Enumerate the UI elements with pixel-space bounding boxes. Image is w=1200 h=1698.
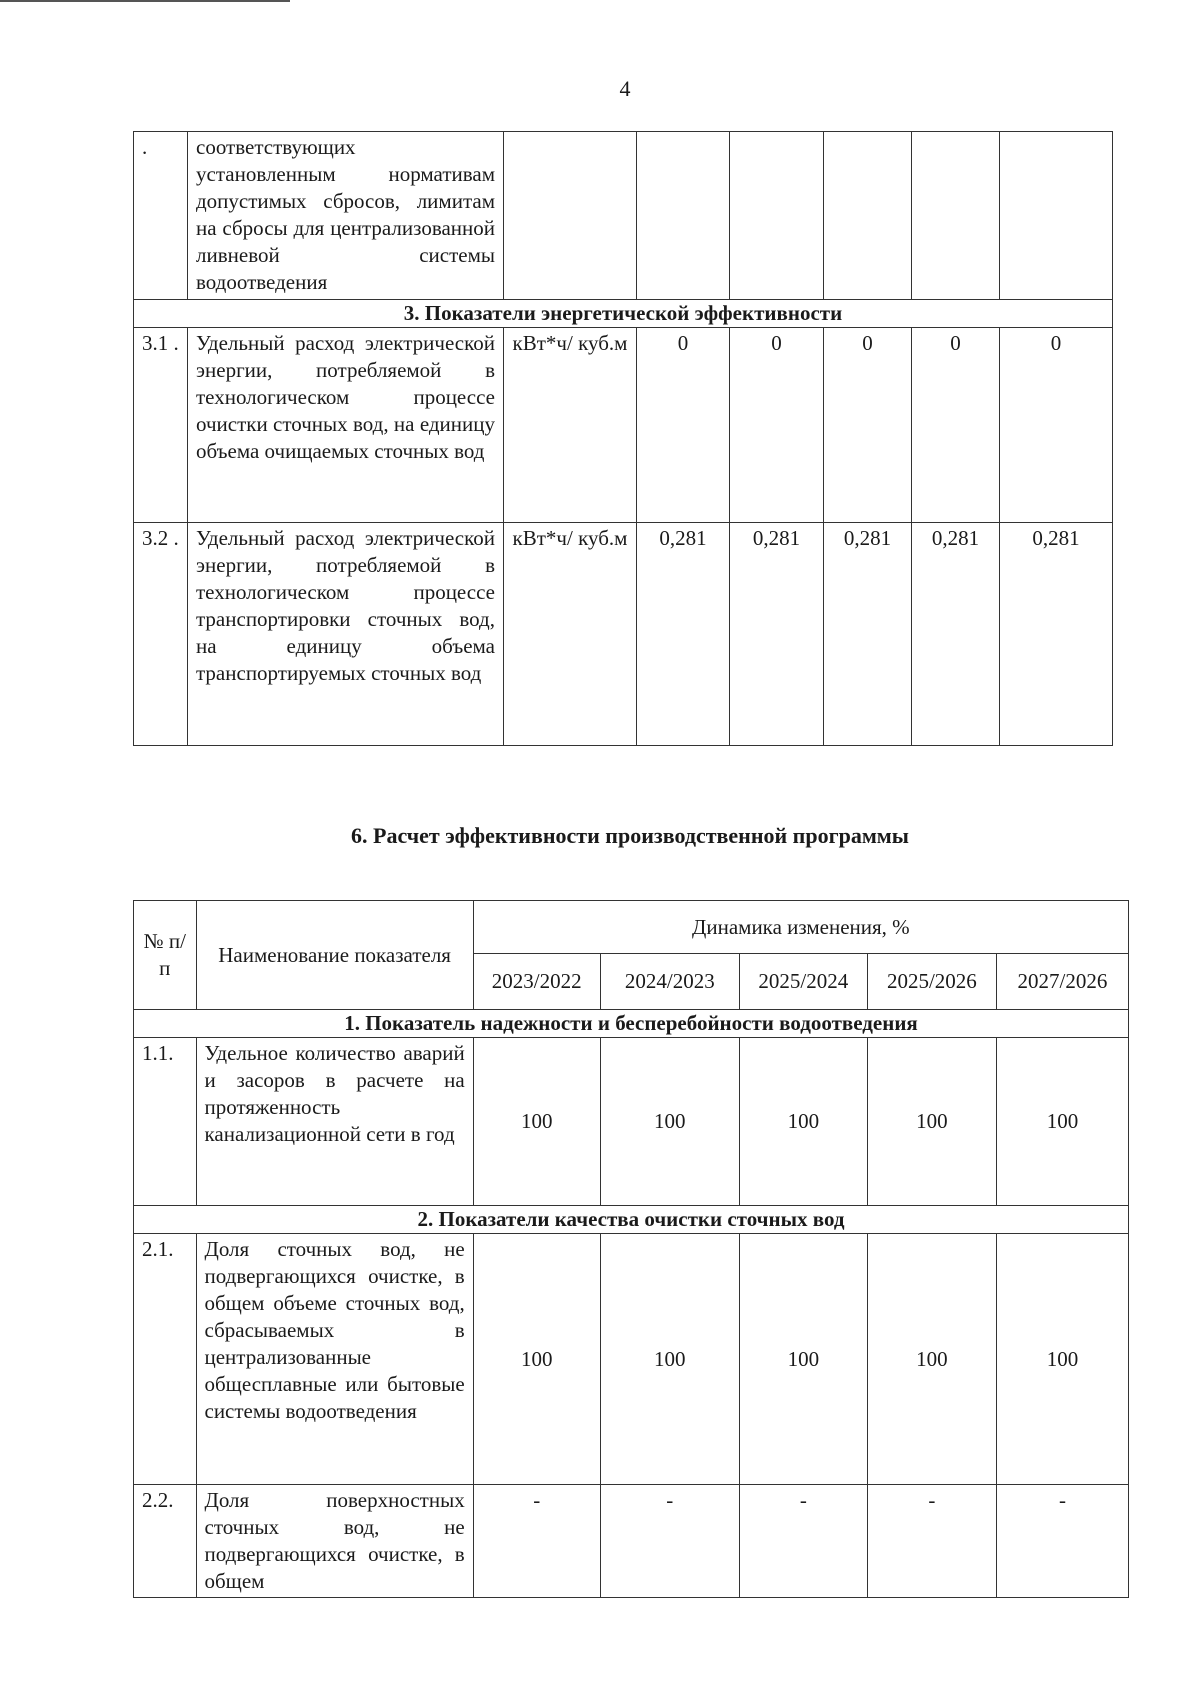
value-cell: - — [867, 1485, 996, 1598]
value-cell — [730, 132, 824, 300]
section-title: 3. Показатели энергетической эффективности — [134, 300, 1113, 328]
value-cell: 0 — [1000, 328, 1113, 523]
period-header: 2024/2023 — [600, 954, 739, 1010]
value-cell — [1000, 132, 1113, 300]
value-cell: 0 — [637, 328, 730, 523]
value-cell — [912, 132, 1000, 300]
section-header-row — [134, 1206, 1129, 1234]
table-row — [134, 1038, 1129, 1206]
scan-edge-mark — [0, 0, 290, 2]
name-header: Наименование показателя — [196, 901, 473, 1010]
value-cell: 100 — [600, 1038, 739, 1206]
row-description: соответствующих установленным нормативам допустимых сбросов, лимитам на сбросы для централизованной ливневой системы водоотведения — [188, 132, 504, 300]
row-index: 3.2 . — [134, 523, 188, 746]
dynamics-header: Динамика изменения, % — [473, 901, 1128, 954]
section-header-row — [134, 1010, 1129, 1038]
period-header: 2025/2024 — [739, 954, 867, 1010]
value-cell: 0,281 — [912, 523, 1000, 746]
value-cell: 0,281 — [1000, 523, 1113, 746]
row-description: Удельный расход электрической энергии, потребляемой в технологическом процессе транспортировки сточных вод, на единицу объема транспортируемых сточных вод — [188, 523, 504, 746]
unit-cell — [504, 132, 637, 300]
continuation-row — [134, 132, 1113, 300]
row-index: 2.1. — [134, 1234, 197, 1485]
row-index: . — [134, 132, 188, 300]
row-description: Доля сточных вод, не подвергающихся очистке, в общем объеме сточных вод, сбрасываемых в централизованные общесплавные или бытовые системы водоотведения — [196, 1234, 473, 1485]
table-row — [134, 1234, 1129, 1485]
value-cell: - — [739, 1485, 867, 1598]
value-cell: 0 — [912, 328, 1000, 523]
value-cell: - — [473, 1485, 600, 1598]
row-description: Удельное количество аварий и засоров в расчете на протяженность канализационной сети в год — [196, 1038, 473, 1206]
value-cell: 0,281 — [824, 523, 912, 746]
value-cell: 0 — [824, 328, 912, 523]
value-cell: 100 — [996, 1038, 1128, 1206]
value-cell: - — [600, 1485, 739, 1598]
value-cell: 0 — [730, 328, 824, 523]
table-row — [134, 328, 1113, 523]
section-header-row — [134, 300, 1113, 328]
period-header: 2027/2026 — [996, 954, 1128, 1010]
value-cell — [637, 132, 730, 300]
row-description: Доля поверхностных сточных вод, не подвергающихся очистке, в общем — [196, 1485, 473, 1598]
period-header: 2025/2026 — [867, 954, 996, 1010]
value-cell: 0,281 — [730, 523, 824, 746]
section-title: 1. Показатель надежности и бесперебойности водоотведения — [134, 1010, 1129, 1038]
value-cell: 100 — [473, 1038, 600, 1206]
section-heading: 6. Расчет эффективности производственной программы — [351, 823, 909, 848]
value-cell: 0,281 — [637, 523, 730, 746]
row-description: Удельный расход электрической энергии, потребляемой в технологическом процессе очистки сточных вод, на единицу объема очищаемых сточных вод — [188, 328, 504, 523]
value-cell: 100 — [600, 1234, 739, 1485]
unit-cell: кВт*ч/ куб.м — [504, 523, 637, 746]
value-cell — [824, 132, 912, 300]
period-header: 2023/2022 — [473, 954, 600, 1010]
header-row — [134, 901, 1129, 954]
value-cell: 100 — [867, 1234, 996, 1485]
value-cell: 100 — [996, 1234, 1128, 1485]
value-cell: - — [996, 1485, 1128, 1598]
row-index: 2.2. — [134, 1485, 197, 1598]
page-number: 4 — [619, 76, 631, 101]
row-index: 3.1 . — [134, 328, 188, 523]
value-cell: 100 — [473, 1234, 600, 1485]
table-row — [134, 523, 1113, 746]
section-title: 2. Показатели качества очистки сточных вод — [134, 1206, 1129, 1234]
value-cell: 100 — [867, 1038, 996, 1206]
energy-indicators-table — [133, 131, 1113, 746]
row-index: 1.1. — [134, 1038, 197, 1206]
efficiency-table — [133, 900, 1129, 1598]
table-row — [134, 1485, 1129, 1598]
value-cell: 100 — [739, 1038, 867, 1206]
value-cell: 100 — [739, 1234, 867, 1485]
index-header: № п/п — [134, 901, 197, 1010]
unit-cell: кВт*ч/ куб.м — [504, 328, 637, 523]
